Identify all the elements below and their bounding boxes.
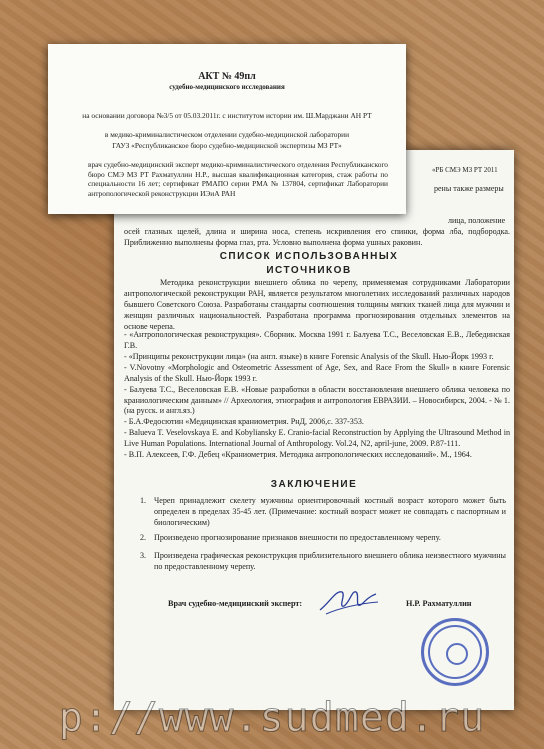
stamp-emblem bbox=[446, 643, 468, 665]
conclusion-item bbox=[140, 496, 506, 529]
conclusion-item bbox=[140, 551, 506, 573]
act-subtitle: судебно-медицинского исследования bbox=[169, 83, 285, 91]
source-item: - Б.А.Федосютин «Медицинская краниометрия. РнД, 2006,с. 337-353. bbox=[124, 417, 364, 427]
basis-line: на основании договора №3/5 от 05.03.2011г. с институтом истории им. Ш.Марджани АН РТ bbox=[82, 111, 372, 120]
source-item: - В.П. Алексеев, Г.Ф. Дебец «Краниометрия. Методика антропологических исследований». М., 1964. bbox=[124, 450, 472, 460]
conclusion-text: Череп принадлежит скелету мужчины ориентировочный костный возраст которого может быть определен в пределах 35-45 лет. (Примечание: костный возраст может не совпадать с паспортным и биологическим) bbox=[154, 496, 506, 527]
conclusion-number: 2. bbox=[140, 533, 147, 542]
sources-heading: СПИСОК ИСПОЛЬЗОВАННЫХ ИСТОЧНИКОВ bbox=[219, 251, 399, 276]
source-item: - V.Novotny «Morphologic and Osteometric Assessment of Age, Sex, and Race From the Skull» в книге Forensic Analysis of the Skull. Нью-Йорк 1993 г. bbox=[124, 362, 510, 383]
conclusion-item bbox=[140, 533, 506, 544]
conclusion-number: 1. bbox=[140, 496, 147, 505]
handwritten-signature bbox=[316, 584, 380, 618]
signature-name: Н.Р. Рахматуллин bbox=[406, 599, 472, 608]
conclusion-text: Произведено прогнозирование признаков внешности по предоставленному черепу. bbox=[154, 533, 441, 542]
conclusion-text: Произведена графическая реконструкция приблизительного внешнего облика неизвестного мужчины по предоставленному черепу. bbox=[154, 551, 506, 571]
text-fragment: рены также размеры bbox=[434, 184, 504, 193]
conclusion-number: 3. bbox=[140, 551, 147, 560]
act-title: АКТ № 49пл bbox=[198, 71, 256, 82]
source-item: - «Антропологическая реконструкция». Сборник. Москва 1991 г. Балуева Т.С., Веселовская Е.В., Лебединская Г.В. bbox=[124, 330, 510, 350]
conclusion-heading: ЗАКЛЮЧЕНИЕ bbox=[270, 479, 358, 490]
signature-label: Врач судебно-медицинский эксперт: bbox=[168, 599, 303, 608]
organization-line: ГАУЗ «Республиканское бюро судебно-медицинской экспертизы МЗ РТ» bbox=[112, 141, 342, 150]
expert-paragraph: врач судебно-медицинский эксперт медико-криминалистического отделения Республиканского бюро СМЭ МЗ РТ Рахматуллин Н.Р., высшая квалификационная категория, стаж работы по специальности 16 лет; сертификат РМАПО серии РМА № 137804, сертификат Лаборатории антропологической реконструкции ИЭиА РАН bbox=[88, 160, 388, 198]
source-item: - Балуева Т.С., Веселовская Е.В. «Новые разработки в области восстановления внешнего облика человека по краниологическим данным» // Археология, этнография и антропология ЕВРАЗИИ. – Новосибирск, 2004. - № 1.(на русск. и англ.яз.) bbox=[124, 384, 510, 416]
sources-list bbox=[124, 330, 510, 461]
front-document-page bbox=[48, 44, 406, 214]
sources-intro: Методика реконструкции внешнего облика по черепу, применяемая сотрудниками Лаборатории антропологической реконструкции РАН, является результатом многолетних исследований различных народов бывшего Советского Союза. Разработаны стандарты соотношения толщины мягких тканей лица для мужчин и женщин различных национальностей. Разработана программа прогнозирования отдельных элементов на основе черепа. bbox=[124, 278, 510, 331]
description-paragraph: осей глазных щелей, длина и ширина носа, степень искривления его спинки, форма лба, подбородка. Приближенно выполнены форма глаз, рта. Условно выполнена форма ушных раковин. bbox=[124, 227, 510, 247]
source-item: - «Принципы реконструкции лица» (на англ. языке) в книге Forensic Analysis of the Skull. Нью-Йорк 1993 г. bbox=[124, 351, 494, 361]
watermark: p://www.sudmed.ru bbox=[58, 695, 486, 741]
header-fragment: «РБ СМЭ МЗ РТ 2011 bbox=[432, 166, 498, 174]
official-stamp bbox=[421, 618, 489, 686]
source-item: - Balueva T. Veselovskaya E. and Kobylianskу E. Cranio-facial Reconstruction by Applying the Ultrasound Method in Live Human Populations. International Journal of Anthropology. Vol.24, N2, april-june, 2009. P.87-111. bbox=[124, 428, 510, 449]
department-line: в медико-криминалистическом отделении судебно-медицинской лаборатории bbox=[104, 130, 350, 139]
text-fragment: лица, положение bbox=[448, 216, 506, 225]
